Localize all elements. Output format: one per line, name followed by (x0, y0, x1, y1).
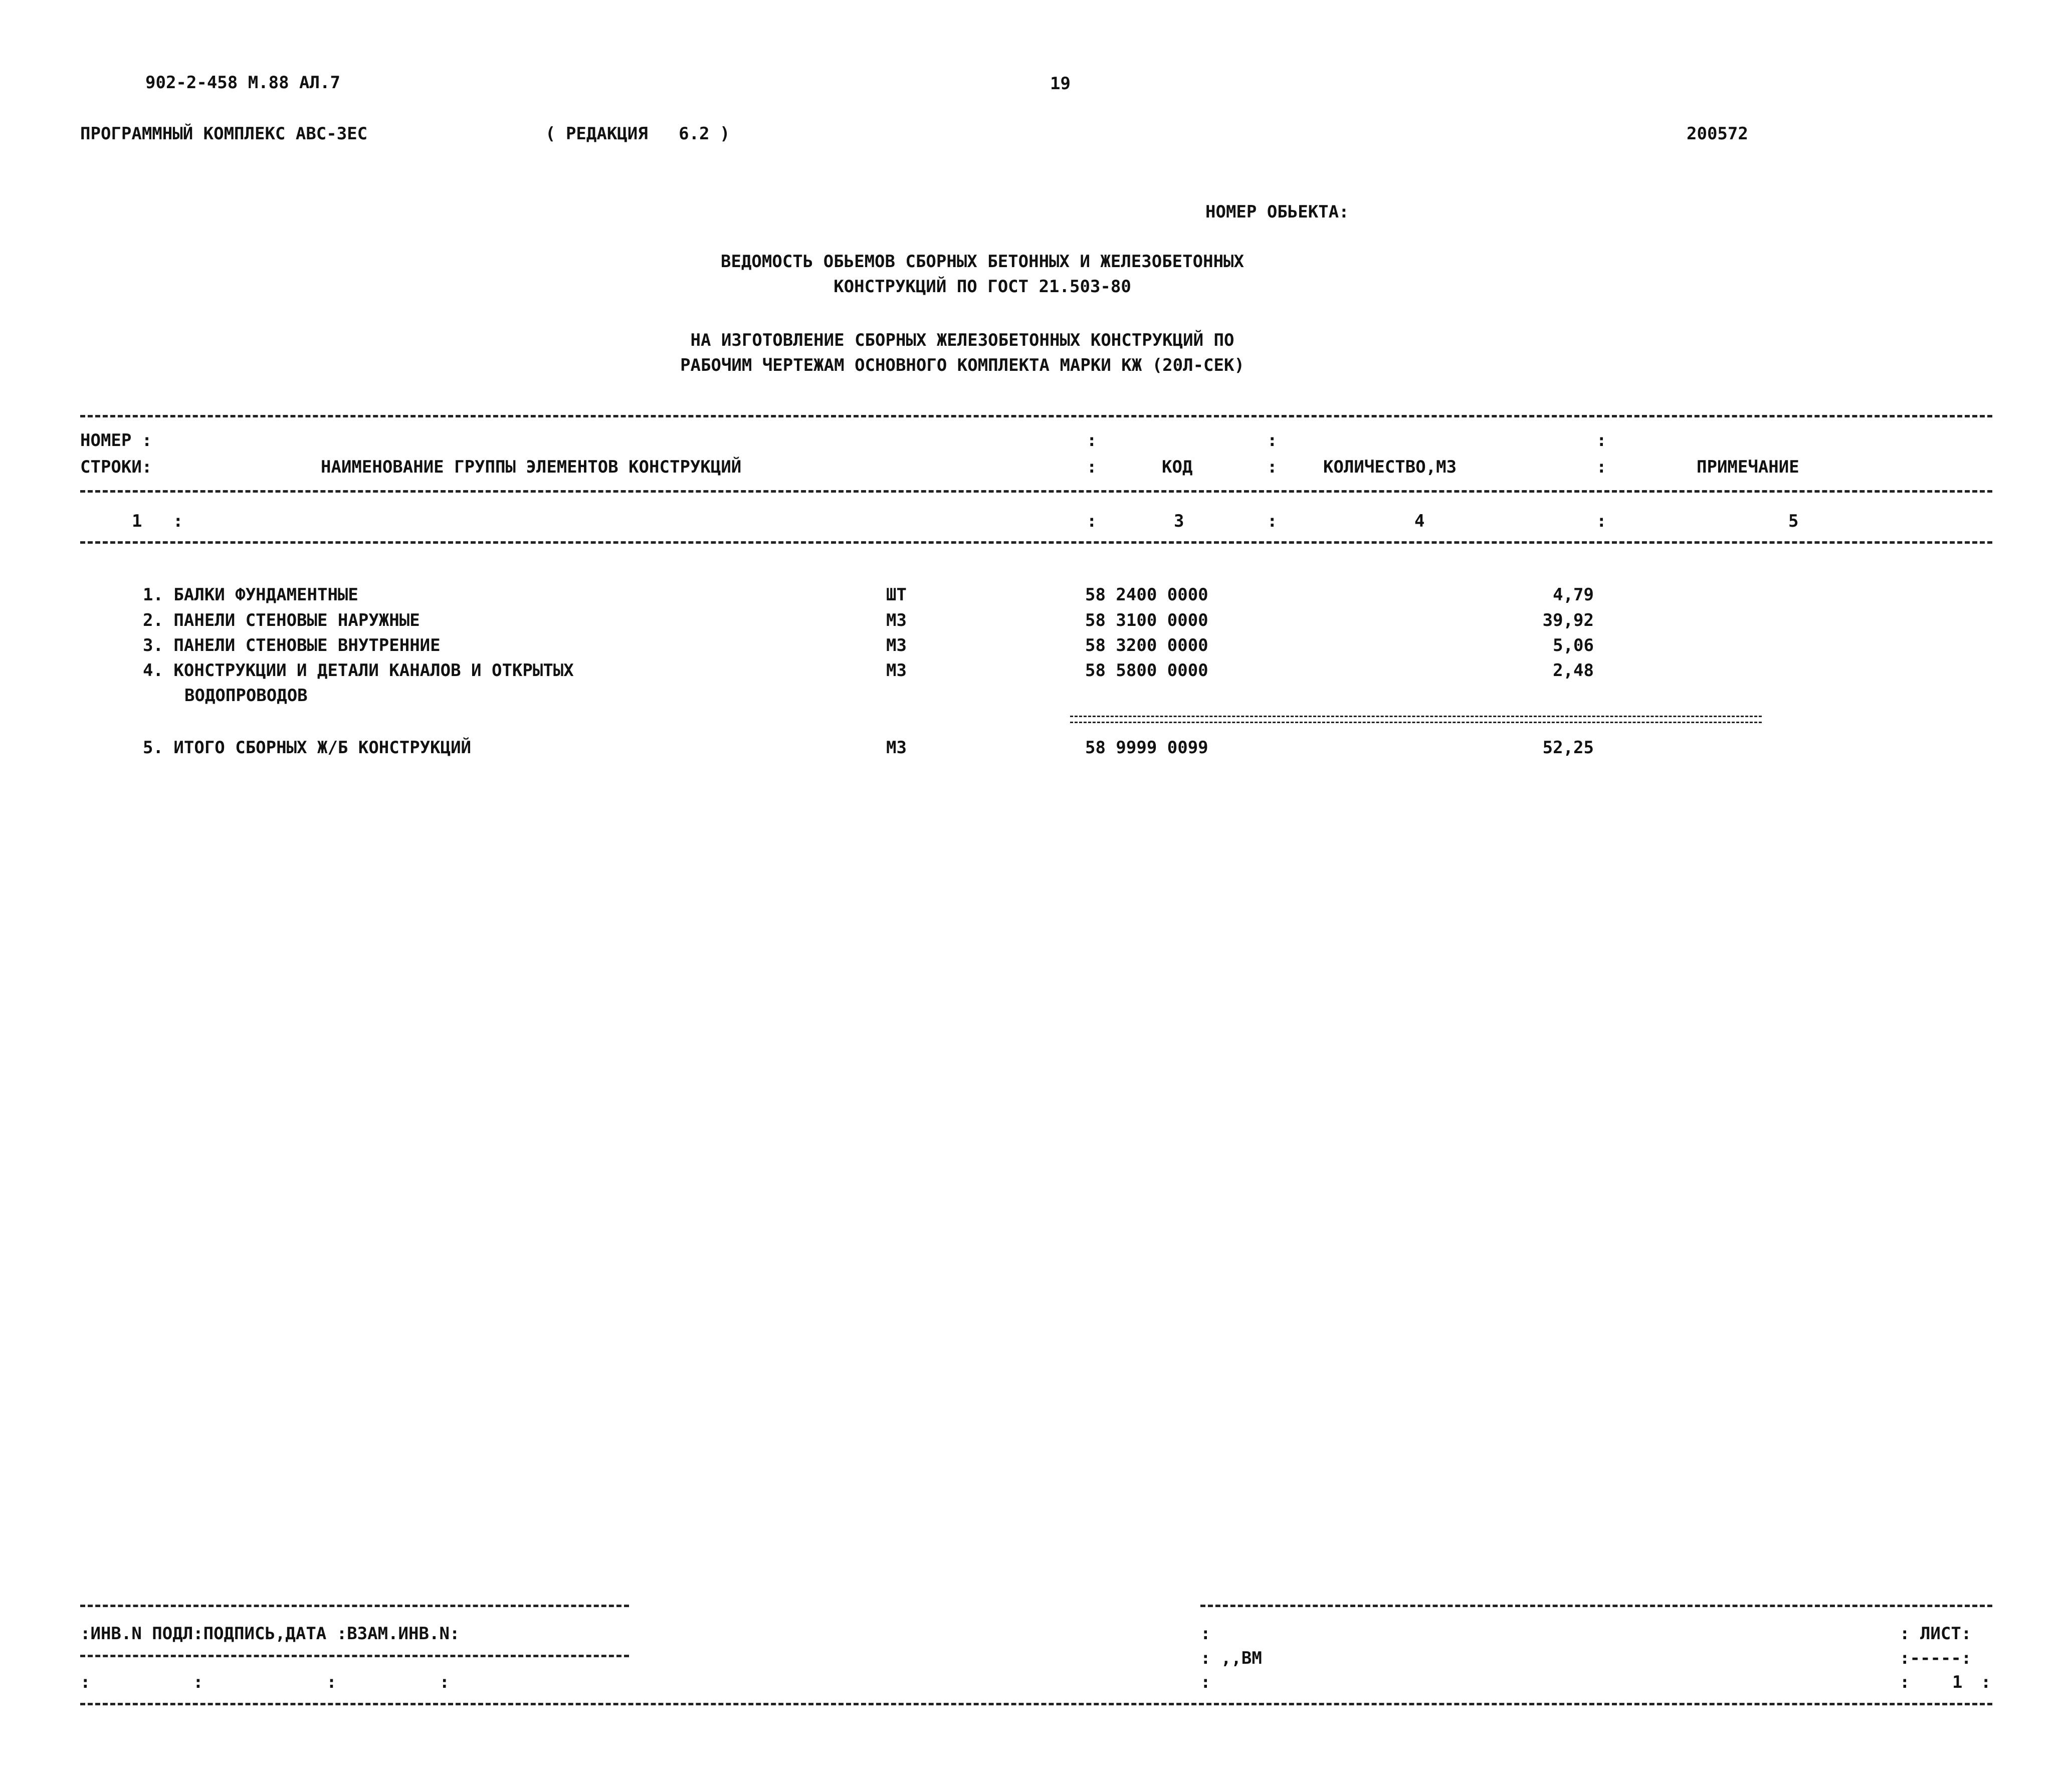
row-2-code: 58 3100 0000 (1085, 610, 1208, 630)
footer-sheet-dash: :-----: (1900, 1648, 1972, 1668)
footer-left-header: :ИНВ.N ПОДЛ:ПОДПИСЬ,ДАТА :ВЗАМ.ИНВ.N: (80, 1624, 460, 1644)
colnum-1: 1 (132, 511, 142, 531)
total-qty: 52,25 (1542, 738, 1594, 758)
header-sep-1b: : (1087, 457, 1097, 477)
row-4-qty: 2,48 (1553, 660, 1594, 681)
header-note: ПРИМЕЧАНИЕ (1697, 457, 1799, 477)
row-4-unit: М3 (886, 660, 907, 681)
header-row-no-2: СТРОКИ: (80, 457, 152, 477)
footer-sheet-label: : ЛИСТ: (1900, 1624, 1972, 1644)
row-3-qty: 5,06 (1553, 635, 1594, 655)
header-row-no-1: НОМЕР : (80, 430, 152, 451)
program-edition: ( РЕДАКЦИЯ 6.2 ) (545, 124, 730, 144)
table-rule-top (80, 415, 1992, 417)
footer-left-rule-top (80, 1605, 629, 1607)
doc-code: 902-2-458 М.88 АЛ.7 (145, 73, 340, 93)
colnum-3: 3 (1174, 511, 1184, 531)
row-3-unit: М3 (886, 635, 907, 655)
footer-center-mark: : ,,ВМ (1200, 1648, 1262, 1668)
total-unit: М3 (886, 738, 907, 758)
row-4-name: 4. КОНСТРУКЦИИ И ДЕТАЛИ КАНАЛОВ И ОТКРЫТЫХ (143, 660, 574, 681)
footer-right-rule-top (1200, 1605, 1992, 1607)
colnum-5: 5 (1788, 511, 1799, 531)
table-rule-colnums (80, 541, 1992, 544)
row-2-unit: М3 (886, 610, 907, 630)
row-1-name: 1. БАЛКИ ФУНДАМЕНТНЫЕ (143, 585, 358, 605)
header-sep-3b: : (1596, 457, 1607, 477)
header-qty: КОЛИЧЕСТВО,М3 (1323, 457, 1457, 477)
footer-right-sep-3: : (1200, 1672, 1211, 1692)
colnum-sep-3: : (1596, 511, 1607, 531)
total-code: 58 9999 0099 (1085, 738, 1208, 758)
footer-left-rule-mid (80, 1655, 629, 1657)
footer-rule-bottom (80, 1703, 1992, 1705)
footer-right-sep-1: : (1200, 1624, 1211, 1644)
row-4-name-continued: ВОДОПРОВОДОВ (184, 686, 308, 706)
row-2-name: 2. ПАНЕЛИ СТЕНОВЫЕ НАРУЖНЫЕ (143, 610, 420, 630)
row-3-name: 3. ПАНЕЛИ СТЕНОВЫЕ ВНУТРЕННИЕ (143, 635, 441, 655)
colnum-4: 4 (1414, 511, 1425, 531)
title-line-3: НА ИЗГОТОВЛЕНИЕ СБОРНЫХ ЖЕЛЕЗОБЕТОННЫХ КОНСТРУКЦИЙ ПО (690, 330, 1234, 350)
code-right: 200572 (1687, 124, 1748, 144)
footer-sheet-number: 1 (1952, 1672, 1963, 1692)
title-line-4: РАБОЧИМ ЧЕРТЕЖАМ ОСНОВНОГО КОМПЛЕКТА МАРКИ КЖ (20Л-СЕК) (680, 355, 1245, 375)
colnum-sep-2: : (1267, 511, 1278, 531)
row-1-code: 58 2400 0000 (1085, 585, 1208, 605)
row-1-unit: ШТ (886, 585, 907, 605)
row-2-qty: 39,92 (1542, 610, 1594, 630)
colnum-sep-0: : (173, 511, 183, 531)
total-name: 5. ИТОГО СБОРНЫХ Ж/Б КОНСТРУКЦИЙ (143, 738, 472, 758)
title-line-1: ВЕДОМОСТЬ ОБЬЕМОВ СБОРНЫХ БЕТОННЫХ И ЖЕЛЕЗОБЕТОННЫХ (721, 252, 1244, 272)
header-code: КОД (1162, 457, 1193, 477)
header-sep-2b: : (1267, 457, 1278, 477)
total-double-rule (1070, 716, 1762, 723)
table-rule-header (80, 490, 1992, 493)
row-3-code: 58 3200 0000 (1085, 635, 1208, 655)
row-1-qty: 4,79 (1553, 585, 1594, 605)
object-number-label: НОМЕР ОБЬЕКТА: (1205, 202, 1349, 222)
header-sep-3: : (1596, 430, 1607, 451)
header-sep-2: : (1267, 430, 1278, 451)
footer-sheet-right-sep: : (1981, 1672, 1991, 1692)
row-4-code: 58 5800 0000 (1085, 660, 1208, 681)
title-line-2: КОНСТРУКЦИЙ ПО ГОСТ 21.503-80 (834, 277, 1131, 297)
footer-left-empty-row: : : : : (80, 1672, 450, 1692)
colnum-sep-1: : (1087, 511, 1097, 531)
header-sep-1: : (1087, 430, 1097, 451)
page-number: 19 (1050, 74, 1071, 94)
header-name: НАИМЕНОВАНИЕ ГРУППЫ ЭЛЕМЕНТОВ КОНСТРУКЦИЙ (321, 457, 742, 477)
footer-sheet-left-sep: : (1900, 1672, 1910, 1692)
program-name: ПРОГРАММНЫЙ КОМПЛЕКС АВС-3ЕС (80, 124, 368, 144)
